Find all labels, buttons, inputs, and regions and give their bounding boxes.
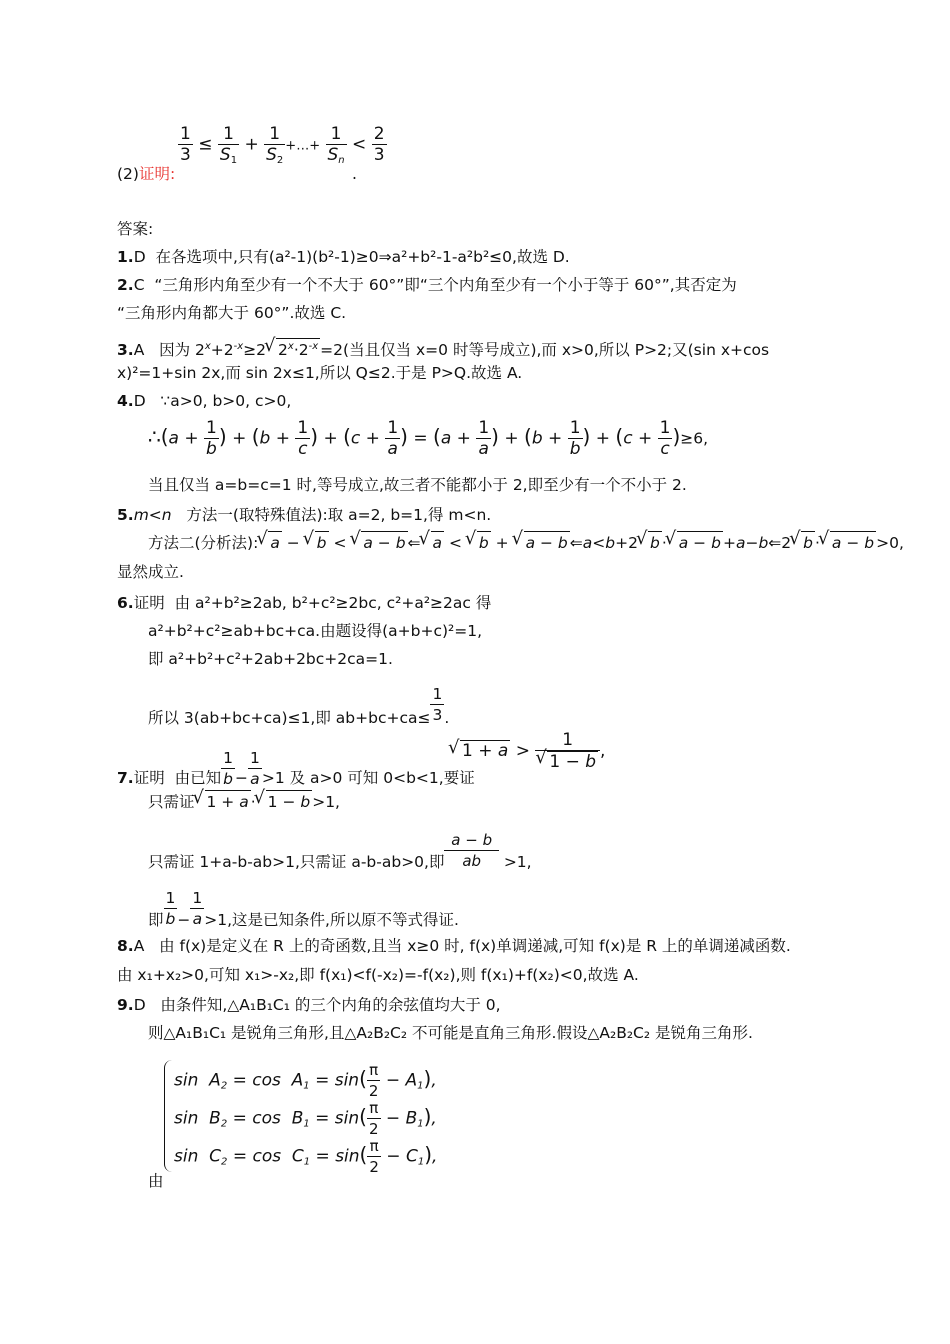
- answer-6-line3: 即 a²+b²+c²+2ab+2bc+2ca=1.: [148, 650, 393, 668]
- answer-7-line1: 7.证明 由已知 $\frac{1}{b}$ − $\frac{1}{a}$ >1 及 a>0 可知 0<b<1,要证: [117, 749, 475, 788]
- answer-3-line1: 3.A 因为 $2^x+2^{-x}\ge 2√$ $2^x\cdot 2^{-x} =2$(当且仅当 x=0 时等号成立),而 x>0,所以 P>2;又(sin x+cos: [117, 338, 769, 361]
- answer-6-line1: 6.证明 由 a²+b²≥2ab, b²+c²≥2bc, c²+a²≥2ac 得: [117, 594, 492, 612]
- answer-9-you: 由: [148, 1172, 164, 1190]
- answer-5-line3: 显然成立.: [117, 563, 184, 581]
- answer-8-line2: 由 x₁+x₂>0,可知 x₁>-x₂,即 f(x₁)<f(-x₂)=-f(x₂),则 f(x₁)+f(x₂)<0,故选 A.: [117, 966, 639, 984]
- answer-8-line1: 8.A 由 f(x)是定义在 R 上的奇函数,且当 x≥0 时, f(x)单调递减,可知 f(x)是 R 上的单调递减函数.: [117, 937, 791, 955]
- answer-5-line1: 5.m<n 方法一(取特殊值法):取 a=2, b=1,得 m<n.: [117, 506, 492, 524]
- answer-2-line1: 2.C “三角形内角至少有一个不大于 60°”即“三个内角至少有一个小于等于 60°”,其否定为: [117, 276, 737, 294]
- answer-9-line2: 则△A₁B₁C₁ 是锐角三角形,且△A₂B₂C₂ 不可能是直角三角形.假设△A₂B₂C₂ 是锐角三角形.: [148, 1024, 753, 1042]
- answers-heading: 答案:: [117, 220, 154, 238]
- answer-7-formula: √ 1 + a > 1 √ 1 − b ,: [450, 730, 605, 772]
- answer-7-line3: 只需证 1+a-b-ab>1,只需证 a-b-ab>0,即 $\frac{a - b}{ab}$ >1,: [148, 831, 532, 871]
- answer-6-line4: 所以 3(ab+bc+ca)≤1,即 ab+bc+ca≤ $\frac{1}{3}$ .: [148, 685, 450, 727]
- system-eq-3: $\sin C_2 = \cos C_1 = \sin$( $\frac{\pi}{2}$ − $C_1$),: [174, 1137, 438, 1176]
- answer-2-line2: “三角形内角都大于 60°”.故选 C.: [117, 304, 347, 322]
- answer-4-formula: ∴(a + $\frac{1}{b}$ ) + (b + $\frac{1}{c}$ ) + (c + $\frac{1}{a}$ ) = (a + $\frac{1}{a}$ ) + (b + $\frac{1}{b}$ ) + (c + $\frac{1}{c}$ )≥6,: [148, 418, 709, 459]
- answer-6-line2: a²+b²+c²≥ab+bc+ca.由题设得(a+b+c)²=1,: [148, 622, 482, 640]
- part2-label: (2)证明:: [117, 165, 176, 183]
- answer-5-line2: 方法二(分析法):√ a − √ b < √ a − b ⇐√ a < √ b + √ a − b ⇐a<b+2√ b ·√ a − b +a−b⇐2√ b ·√ a − b >0,: [148, 531, 904, 554]
- proof-statement-formula: $\frac{1}{3}$ ≤ $\frac{1}{S_1}$ + $\frac{1}{S_2}$ +…+ $\frac{1}{S_n}$ < $\frac{2}{3}$: [180, 124, 385, 166]
- system-brace: [164, 1060, 173, 1172]
- system-eq-2: $\sin B_2 = \cos B_1 = \sin$( $\frac{\pi}{2}$ − $B_1$),: [174, 1099, 437, 1138]
- answer-3-line2: x)²=1+sin 2x,而 sin 2x≤1,所以 Q≤2.于是 P>Q.故选 A.: [117, 364, 523, 382]
- answer-9-line1: 9.D 由条件知,△A₁B₁C₁ 的三个内角的余弦值均大于 0,: [117, 996, 501, 1014]
- answer-1: 1.D 在各选项中,只有(a²-1)(b²-1)≥0⇒a²+b²-1-a²b²≤0,故选 D.: [117, 248, 570, 266]
- answer-7-line2: 只需证√ 1 + a ·√ 1 − b >1,: [148, 790, 340, 813]
- answer-4-line1: 4.D ∵a>0, b>0, c>0,: [117, 392, 292, 410]
- answer-7-line4: 即 $\frac{1}{b}$ − $\frac{1}{a}$ >1,这是已知条件,所以原不等式得证.: [148, 889, 459, 929]
- system-eq-1: $\sin A_2 = \cos A_1 = \sin$( $\frac{\pi}{2}$ − $A_1$),: [174, 1061, 437, 1100]
- answer-4-line3: 当且仅当 a=b=c=1 时,等号成立,故三者不能都小于 2,即至少有一个不小于 2.: [148, 476, 687, 494]
- part2-period: .: [352, 165, 357, 183]
